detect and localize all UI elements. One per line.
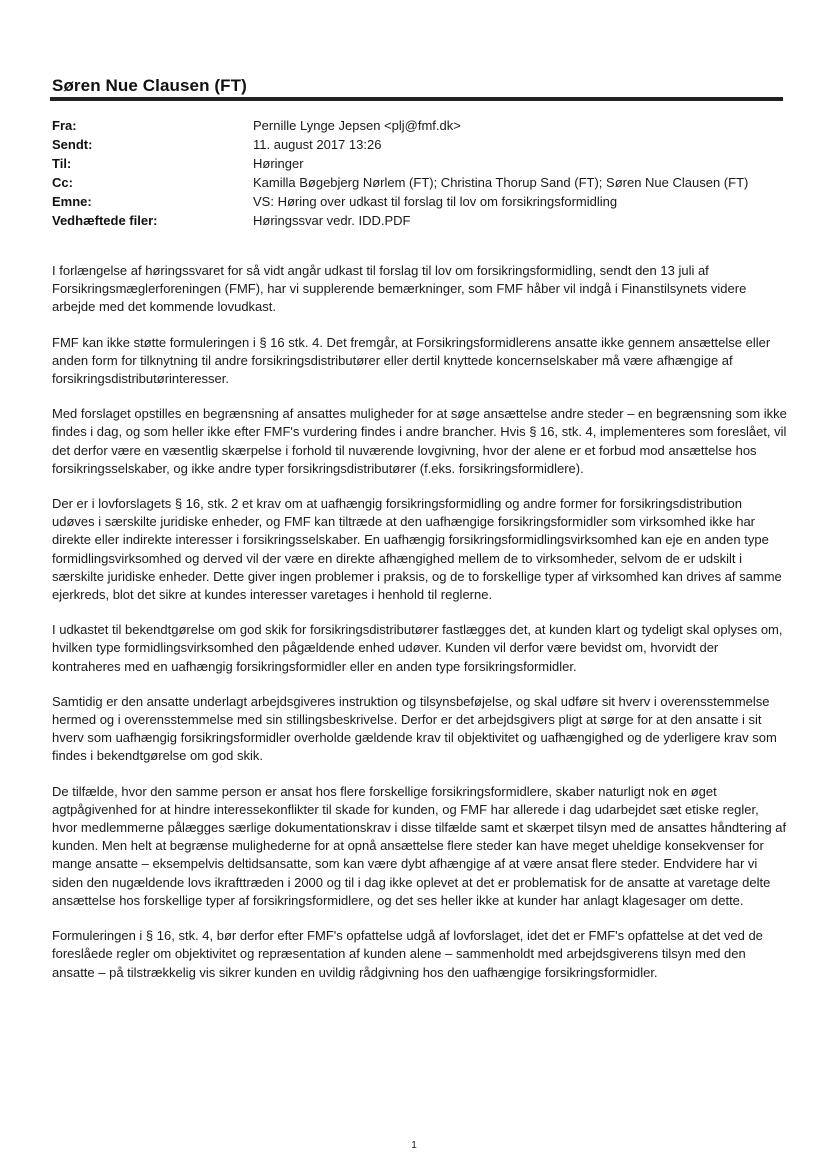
meta-row-to — [52, 154, 792, 173]
body-paragraph: I forlængelse af høringssvaret for så vidt angår udkast til forslag til lov om forsikringsformidling, sendt den 13 juli af Forsikringsmæglerforeningen (FMF), har vi supplerende bemærkninger, som FMF håber vil indgå i Finanstilsynets videre arbejde med det kommende lovudkast. — [52, 263, 747, 315]
meta-row-attachments — [52, 211, 792, 230]
meta-label: Sendt: — [52, 137, 93, 152]
meta-value: 11. august 2017 13:26 — [253, 137, 382, 152]
meta-label: Til: — [52, 156, 72, 171]
body-paragraph: I udkastet til bekendtgørelse om god skik for forsikringsdistributører fastlægges det, at kunden klart og tydeligt skal oplyses om, hvilken type formidlingsvirksomhed den pågældende enhed udøver. Kunden vil derfor være bevidst om, hvorvidt der kontraheres med en uafhængig forsikringsformidler eller en anden type forsikringsformidler. — [52, 622, 783, 674]
body-paragraph: FMF kan ikke støtte formuleringen i § 16 stk. 4. Det fremgår, at Forsikringsformidlerens ansatte ikke gennem ansættelse eller anden form for tilknytning til andre forsikringsdistributører eller dertil knyttede koncernselskaber må være afhængige af forsikringsdistributørinteresser. — [52, 334, 771, 387]
sender-name: Søren Nue Clausen (FT) — [52, 76, 247, 95]
email-metadata — [52, 116, 792, 230]
meta-row-subject — [52, 192, 792, 211]
meta-row-sent — [52, 135, 792, 154]
meta-label: Cc: — [52, 175, 73, 190]
body-paragraph: Med forslaget opstilles en begrænsning af ansattes muligheder for at søge ansættelse andre steder – en begrænsning som ikke findes i dag, og som heller ikke efter FMF's vurdering findes i andre brancher. Hvis § 16, stk. 4, implementeres som foreslået, vil det derfor være en væsentlig skærpelse i forhold til nuværende lovgivning, hvor der alene er et forbud mod ansættelse hos forsikringsselskaber, og ikke andre typer forsikringsdistributører (f.eks. forsikringsformidlere). — [52, 406, 787, 476]
meta-value: Høringer — [253, 156, 304, 171]
body-paragraph: Der er i lovforslagets § 16, stk. 2 et krav om at uafhængig forsikringsformidling og andre former for forsikringsdistribution udøves i særskilte juridiske enheder, og FMF kan tiltræde at den uafhængige forsikringsformidler som virksomhed ikke har direkte eller indirekte interesser i forsikringsselskaber. En uafhængig forsikringsformidlingsvirksomhed kan eje en anden type formidlingsvirksomhed og derved vil der være en direkte afhængighed mellem de to virksomheder, selvom de er udskilt i særskilte juridiske enheder. Dette giver ingen problemer i praksis, og de to forskellige typer af virksomhed kan drives af samme ejerkreds, blot det sikre at kundes interesser varetages i henhold til reglerne. — [52, 496, 782, 603]
meta-label: Fra: — [52, 118, 77, 133]
meta-row-from — [52, 116, 792, 135]
meta-label: Vedhæftede filer: — [52, 213, 158, 228]
meta-value: VS: Høring over udkast til forslag til lov om forsikringsformidling — [253, 194, 618, 209]
body-paragraph: De tilfælde, hvor den samme person er ansat hos flere forskellige forsikringsformidlere, skaber naturligt nok en øget agtpågivenhed for at hindre interessekonflikter til skade for kunden, og FMF har allerede i dag udarbejdet sæt etiske regler, hvor medlemmerne pålægges særlige dokumentationskrav i disse tilfælde samt et skærpet tilsyn med de ansattes håndtering af kunden. Men helt at begrænse mulighederne for at opnå ansættelse flere steder kan have meget uheldige konsekvenser for mange ansatte – eksempelvis deltidsansatte, som kan være dybt afhængige af at være ansat flere steder. Endvidere har vi siden den nugældende lovs ikrafttræden i 2000 og til i dag ikke oplevet at det er problematisk for de ansatte at varetage delte ansættelse hos forskellige typer af forsikringsformidlere, og det ses heller ikke at kunder har anlagt klagesager om dette. — [52, 783, 787, 908]
attachment-filename: Høringssvar vedr. IDD.PDF — [253, 213, 411, 228]
meta-label: Emne: — [52, 194, 92, 209]
body-paragraph: Formuleringen i § 16, stk. 4, bør derfor efter FMF's opfattelse udgå af lovforslaget, idet det er FMF's opfattelse at det ved de foreslåede regler om objektivitet og repræsentation af kunden alene – sammenholdt med arbejdsgiverens tilsyn med den ansatte – på tilstrækkelig vis sikrer kunden en uvildig rådgivning hos den uafhængige forsikringsformidler. — [52, 928, 763, 980]
meta-row-cc — [52, 173, 792, 192]
page-number: 1 — [411, 1140, 417, 1151]
email-body — [52, 262, 787, 999]
meta-value: Pernille Lynge Jepsen <plj@fmf.dk> — [253, 118, 461, 133]
body-paragraph: Samtidig er den ansatte underlagt arbejdsgiveres instruktion og tilsynsbeføjelse, og skal udføre sit hverv i overensstemmelse hermed og i overensstemmelse med sin stillingsbeskrivelse. Derfor er det arbejdsgivers pligt at sørge for at den ansatte i sit hverv som uafhængig forsikringsformidler overholde gældende krav til objektivitet og uafhængighed og de yderligere krav som findes i bekendtgørelse om god skik. — [52, 693, 777, 764]
header-divider — [50, 97, 783, 101]
meta-value: Kamilla Bøgebjerg Nørlem (FT); Christina Thorup Sand (FT); Søren Nue Clausen (FT) — [253, 175, 749, 190]
